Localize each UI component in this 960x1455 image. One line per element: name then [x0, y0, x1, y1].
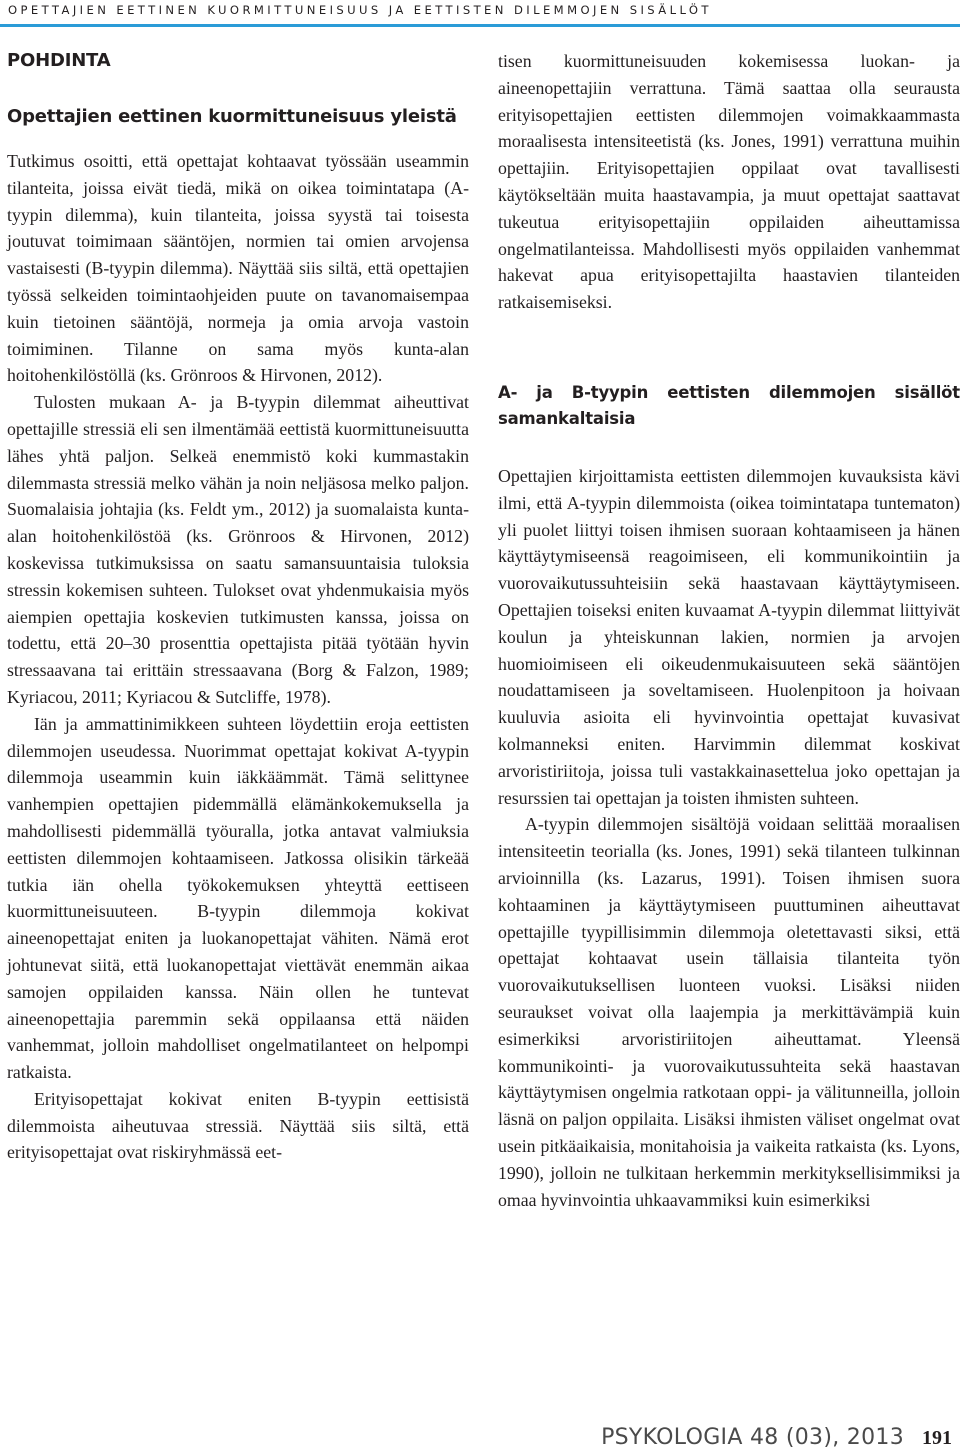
- paragraph: Tutkimus osoitti, että opettajat kohtaavat työssään useammin tilanteita, joissa eivät tiedä, mikä on oikea toimintatapa (A-tyypin dilemma), kuin tilanteita, joissa syystä tai toisesta joutuvat toimimaan sääntöjen, normien tai omien arvojensa vastaisesti (B-tyypin dilemma). Näyttää siis siltä, että opettajien työssä selkeiden toimintaohjeiden puute on tavanomaisempaa kuin tietoinen sääntöjä, normeja ja omia arvoja vastoin toimiminen. Tilanne on sama myös kunta-alan hoitohenkilöstöllä (ks. Grönroos & Hirvonen, 2012).: [7, 151, 469, 386]
- journal-citation: PSYKOLOGIA 48 (03), 2013: [601, 1425, 904, 1450]
- header-rule: [0, 24, 960, 27]
- page-footer: [601, 1425, 952, 1453]
- paragraph: A-tyypin dilemmojen sisältöjä voidaan selittää moraalisen intensiteetin teorialla (ks. Jones, 1991) sekä tilanteen tulkinnan arvioinnilla (ks. Lazarus, 1991). Toisen ihmisen suora kohtaaminen ja käyttäytymiseen puuttuminen aiheuttavat opettajille tyypillisimmin dilemmoja oletettavasti siksi, että opettajat kohtaavat usein tällaisia tilanteita työn vuorovaikutuksellisen luonteen vuoksi. Lisäksi niiden seuraukset voivat olla laajempia ja merkittävämpiä kuin esimerkiksi arvoristiriitojen aiheuttamat. Yleensä kommunikointi- ja vuorovaikutussuhteita sekä haastavan käyttäytymisen ongelmia ratkotaan oppi- ja välitunneilla, jolloin läsnä on paljon oppilaita. Lisäksi ihmisten väliset ongelmat ovat usein pitkäaikaisia, monitahoisia ja vaikeita ratkaista (ks. Lyons, 1990), jolloin ne tulkitaan herkemmin merkityksellisimmiksi ja omaa hyvinvointia uhkaavammiksi kuin esimerkiksi: [498, 814, 960, 1210]
- right-body-top: [498, 48, 960, 316]
- paragraph: Opettajien kirjoittamista eettisten dilemmojen kuvauksista kävi ilmi, että A-tyypin dilemmoista (oikea toimintatapa tuntematon) yli puolet liittyi toisen ihmisen suoraan kohtaamiseen ja hänen käyttäytymiseensä reagoimiseen, eli kommunikointiin ja vuorovaikutussuhteisiin sekä haastavaan käyttäytymiseen. Opettajien toiseksi eniten kuvaamat A-tyypin dilemmat liittyivät koulun ja yhteiskunnan lakien, normien ja arvojen huomioimiseen eli oikeudenmukaisuuteen sekä sääntöjen noudattamiseen ja soveltamiseen. Huolenpitoon ja hoivaan kuuluvia asioita eli hyvinvointia opettajat kuvasivat kolmanneksi eniten. Harvimmin dilemmat koskivat arvoristiriitoja, joissa tuli vastakkainasettelua joko opettajan ja resurssien tai opettajan ja toisten ihmisten suhteen.: [498, 466, 960, 808]
- left-body: [7, 148, 469, 1166]
- paragraph: tisen kuormittuneisuuden kokemisessa luokan- ja aineenopettajiin verrattuna. Tämä saattaa olla seurausta erityisopettajien eettisten dilemmojen voimakkaammasta moraalisesta intensiteetistä (ks. Jones, 1991) verrattuna muihin opettajiin. Erityisopettajien oppilaat ovat tavallisesti käytökseltään muita haastavampia, ja muut opettajat saattavat tukeutua erityisopettajiin oppilaiden aiheuttamissa ongelmatilanteissa. Mahdollisesti myös oppilaiden vanhemmat hakevat apua erityisopettajilta haastavien tilanteiden ratkaisemiseksi.: [498, 51, 960, 313]
- subsection-title: Opettajien eettinen kuormittuneisuus yleistä: [7, 106, 457, 127]
- paragraph: Erityisopettajat kokivat eniten B-tyypin eettisistä dilemmoista aiheutuvaa stressiä. Näyttää siis siltä, että erityisopettajat ovat riskiryhmässä eet-: [7, 1088, 469, 1163]
- page-number: 191: [922, 1427, 952, 1449]
- paragraph: Iän ja ammattinimikkeen suhteen löydettiin eroja eettisten dilemmojen useudessa. Nuorimmat opettajat kokivat A-tyypin dilemmoja useammin kuin iäkkäämmät. Tämä selittynee vanhempien opettajien pidemmällä elämänkokemuksella ja mahdollisesti pidemmällä työuralla, jotka antavat valmiuksia eettisten dilemmojen kohtaamiseen. Jatkossa olisikin tärkeää tutkia iän ohella työkokemuksen yhteyttä eettiseen kuormittuneisuuteen. B-tyypin dilemmoja kokivat aineenopettajat eniten ja luokanopettajat vähiten. Nämä erot johtunevat siitä, että luokanopettajat viettävät enemmän aikaa samojen oppilaiden kanssa. Näin ollen he tuntevat aineenopettajia paremmin sekä oppilaansa että näiden vanhemmat, jolloin mahdolliset ongelmatilanteet on helpompi ratkaista.: [7, 713, 469, 1083]
- running-header: OPETTAJIEN EETTINEN KUORMITTUNEISUUS JA EETTISTEN DILEMMOJEN SISÄLLÖT: [8, 3, 712, 17]
- subsection-title: A- ja B-tyypin eettisten dilemmojen sisällöt samankaltaisia: [498, 383, 960, 428]
- paragraph: Tulosten mukaan A- ja B-tyypin dilemmat aiheuttivat opettajille stressiä eli sen ilmentämää eettistä kuormittuneisuutta lähes yhtä paljon. Selkeä enemmistö koki kummastakin dilemmasta stressiä melko vähän ja noin neljäsosa melko paljon. Suomalaisia johtajia (ks. Feldt ym., 2012) ja suomalaista kunta-alan hoitohenkilöstöä (ks. Grönroos & Hirvonen, 2012) koskevissa tutkimuksissa on saatu samansuuntaisia tuloksia stressin kokemisen suhteen. Tulokset ovat yhdenmukaisia myös aiempien opettajia koskevien tutkimusten kanssa, joissa on todettu, että 20–30 prosenttia opettajista pitää työtään hyvin stressaavana tai erittäin stressaavana (Borg & Falzon, 1989; Kyriacou, 2011; Kyriacou & Sutcliffe, 1978).: [7, 392, 469, 707]
- right-body: [498, 463, 960, 1213]
- section-title: POHDINTA: [7, 50, 111, 71]
